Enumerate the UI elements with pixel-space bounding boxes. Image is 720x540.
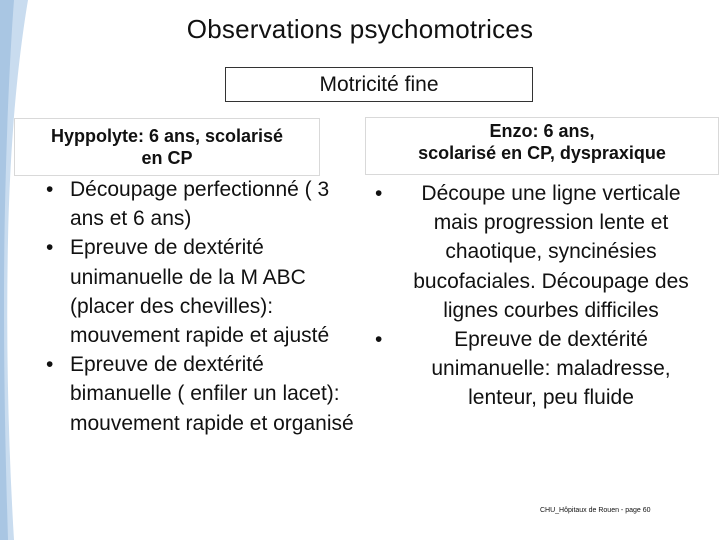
list-item — [373, 179, 703, 325]
left-column-heading — [14, 118, 320, 176]
section-subtitle: Motricité fine — [225, 67, 533, 102]
left-heading-line1: Hyppolyte: 6 ans, scolarisé — [50, 126, 284, 146]
list-item — [373, 325, 703, 413]
list-item — [44, 233, 362, 350]
bullet-icon: • — [46, 178, 54, 201]
list-item-text: Epreuve de dextérité unimanuelle: maladresse, lenteur, peu fluide — [431, 328, 671, 410]
right-heading-line1: Enzo: 6 ans, — [489, 121, 595, 141]
right-column-heading — [365, 117, 719, 175]
bullet-icon: • — [375, 328, 383, 352]
list-item — [44, 350, 362, 438]
page-title: Observations psychomotrices — [186, 14, 534, 44]
list-item-text: Découpe une ligne verticale mais progression lente et chaotique, syncinésies bucofaciales. Découpage des lignes courbes difficiles — [413, 182, 689, 322]
right-heading-line2: scolarisé en CP, dyspraxique — [418, 143, 666, 163]
list-item-text: Epreuve de dextérité bimanuelle ( enfiler un lacet): mouvement rapide et organisé — [70, 353, 354, 435]
page-footer: CHU_Hôpitaux de Rouen - page 60 — [540, 507, 651, 514]
bullet-icon: • — [46, 236, 54, 260]
list-item — [44, 175, 362, 233]
list-item-text: Epreuve de dextérité unimanuelle de la M ABC (placer des chevilles): mouvement rapide et ajusté — [70, 236, 330, 348]
left-observation-list — [44, 175, 362, 438]
bullet-icon: • — [375, 182, 383, 205]
right-observation-list — [373, 179, 703, 413]
left-heading-line2: en CP — [141, 148, 193, 168]
bullet-icon: • — [46, 353, 54, 377]
list-item-text: Découpage perfectionné ( 3 ans et 6 ans) — [70, 178, 330, 231]
